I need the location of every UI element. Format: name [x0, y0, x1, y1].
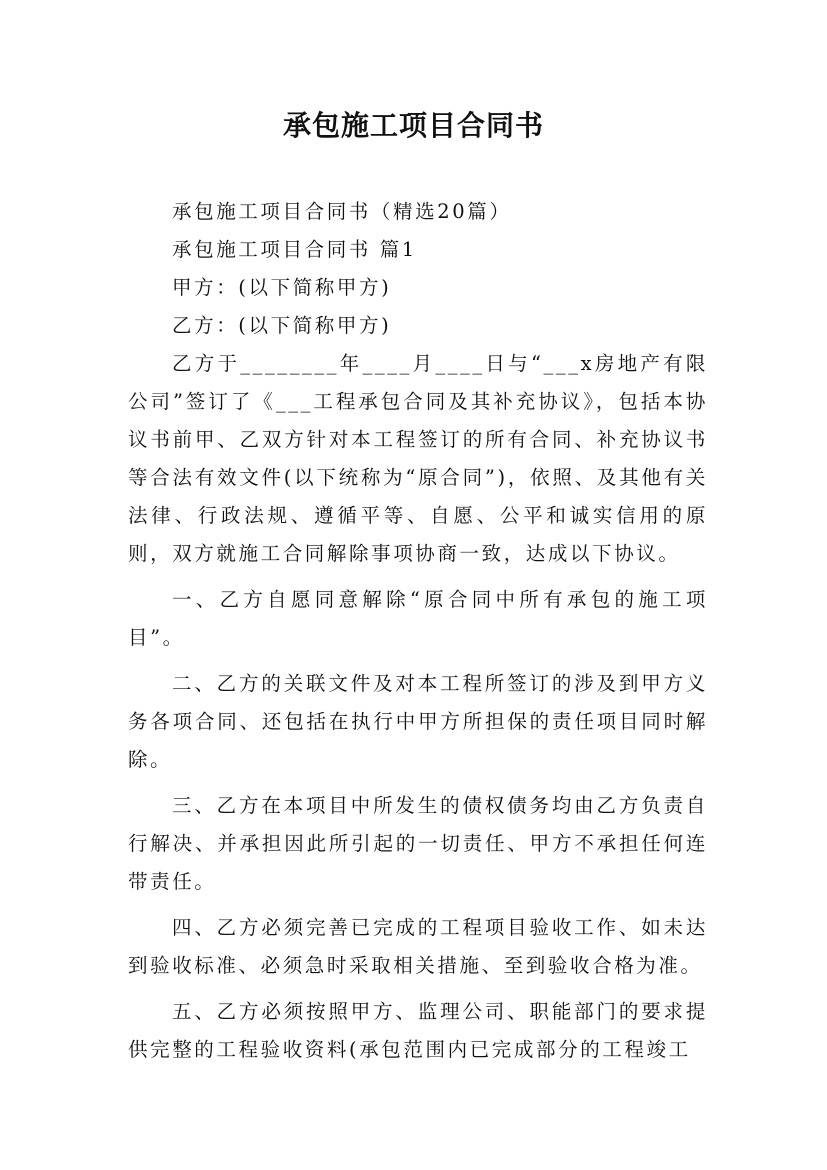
paragraph: 乙方于________年____月____日与“___x房地产有限公司”签订了《___工程承包合同及其补充协议》，包括本协议书前甲、乙双方针对本工程签订的所有合同、补充协议书等合法有效文件(以下统称为“原合同”)，依照、及其他有关法律、行政法规、遵循平等、自愿、公平和诚实信用的原则，双方就施工合同解除事项协商一致，达成以下协议。	[128, 352, 708, 565]
paragraph: 四、乙方必须完善已完成的工程项目验收工作、如未达到验收标准、必须急时采取相关措施、至到验收合格为准。	[128, 916, 708, 977]
paragraph: 承包施工项目合同书（精选20篇）	[172, 200, 512, 223]
paragraph: 五、乙方必须按照甲方、监理公司、职能部门的要求提供完整的工程验收资料(承包范围内已完成部分的工程竣工	[128, 1000, 708, 1061]
paragraph: 承包施工项目合同书 篇1	[172, 238, 417, 261]
paragraph: 乙方：(以下简称甲方)	[172, 314, 392, 337]
paragraph: 甲方：(以下简称甲方)	[172, 276, 392, 299]
paragraph: 二、乙方的关联文件及对本工程所签订的涉及到甲方义务各项合同、还包括在执行中甲方所担保的责任项目同时解除。	[128, 672, 708, 771]
paragraph: 三、乙方在本项目中所发生的债权债务均由乙方负责自行解决、并承担因此所引起的一切责任、甲方不承担任何连带责任。	[128, 794, 708, 893]
paragraph: 一、乙方自愿同意解除“原合同中所有承包的施工项目”。	[128, 588, 708, 649]
document-title: 承包施工项目合同书	[282, 109, 544, 142]
document-body	[128, 193, 708, 1069]
